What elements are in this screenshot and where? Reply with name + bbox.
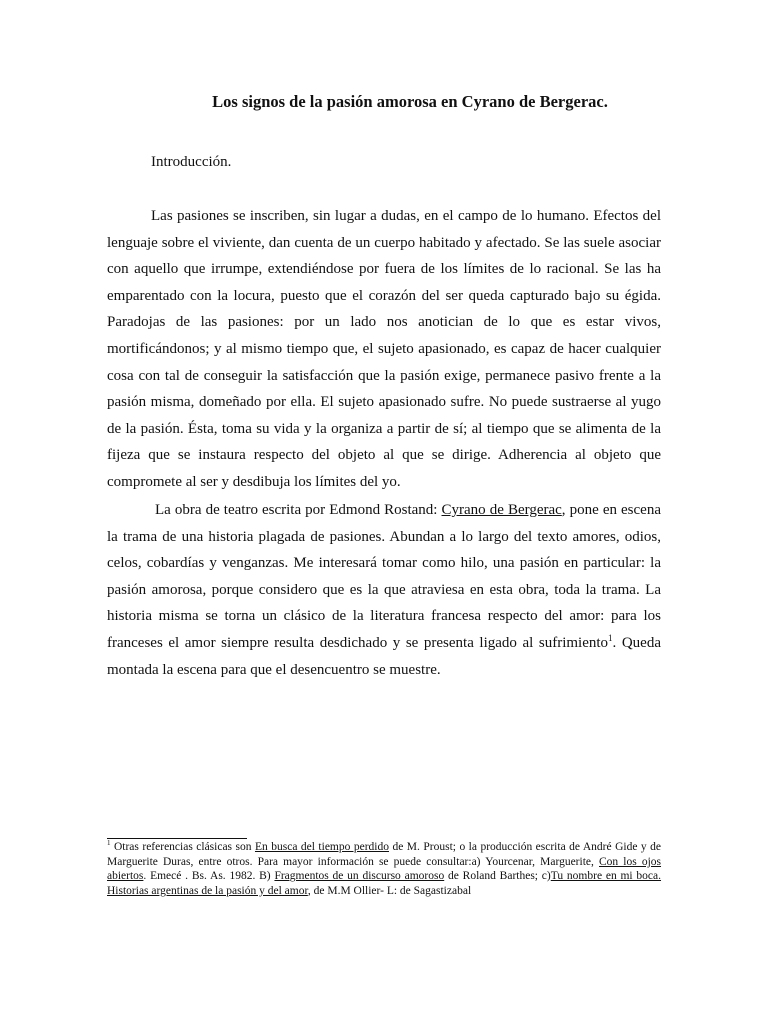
play-title-link: Cyrano de Bergerac — [441, 502, 562, 518]
footnote-work-ollier: Tu nombre en mi boca. Historias argentinas de la pasión y del amor — [107, 870, 662, 898]
footnote-number: 1 — [107, 839, 111, 848]
footnote-text-3: . Emecé . Bs. As. 1982. B) — [143, 870, 275, 883]
paragraph-1: Las pasiones se inscriben, sin lugar a dudas, en el campo de lo humano. Efectos del lenguaje sobre el viviente, dan cuenta de un cuerpo habitado y afectado. Se las suele asociar con aquello que irrumpe, extendiéndose por fuera de los límites de lo racional. Se las ha emparentado con la locura, puesto que el corazón del ser queda capturado bajo su égida. Paradojas de las pasiones: por un lado nos anotician de lo que es estar vivos, mortificándonos; y al mismo tiempo que, el sujeto apasionado, es capaz de hacer cualquier cosa con tal de conseguir la satisfacción que la pasión exige, permanece pasivo frente a la pasión misma, domeñado por ella. El sujeto apasionado sufre. No puede sustraerse al yugo de la pasión. Ésta, toma su vida y la organiza a partir de sí; al tiempo que se alimenta de la fijeza que se instaura respecto del objeto al que se dirige. Adherencia al objeto que compromete al ser y desdibuja los límites del yo. — [107, 208, 661, 490]
footnote-separator — [107, 838, 247, 839]
footnote-text-1: Otras referencias clásicas son — [110, 841, 255, 853]
document-title: Los signos de la pasión amorosa en Cyrano de Bergerac. — [212, 92, 608, 111]
paragraph-2 — [107, 497, 661, 683]
footnote-work-yourcenar: Con los ojos abiertos — [107, 855, 662, 883]
paragraph-2-text-middle: , pone en escena la trama de una historia plagada de pasiones. Abundan a lo largo del texto amores, odios, celos, cobardías y venganzas. Me interesará tomar como hilo, una pasión en particular: la pasión amorosa, porque considero que es la que atraviesa en esta obra, toda la trama. La historia misma se torna un clásico de la literatura francesa respecto del amor: para los franceses el amor siempre resulta desdichado y se presenta ligado al sufrimiento — [107, 502, 661, 651]
footnote-work-barthes: Fragmentos de un discurso amoroso — [274, 870, 445, 883]
footnote-reference[interactable]: 1 — [608, 632, 613, 643]
paragraph-2-text-start: La obra de teatro escrita por Edmond Rostand: — [155, 502, 442, 518]
paragraph-2-text-end: . Queda montada la escena para que el desencuentro se muestre. — [107, 634, 661, 678]
footnote-text-5: , de M.M Ollier- L: de Sagastizabal — [307, 885, 472, 898]
footnote-text-2: de M. Proust; o la producción escrita de André Gide y de Marguerite Duras, entre otros. Para mayor información se puede consultar:a) Yourcenar, Marguerite, — [107, 841, 661, 868]
footnote-text-4: de Roland Barthes; c) — [444, 870, 551, 883]
section-heading: Introducción. — [151, 154, 232, 170]
footnote-work-proust: En busca del tiempo perdido — [254, 841, 389, 853]
footnote — [107, 840, 661, 899]
